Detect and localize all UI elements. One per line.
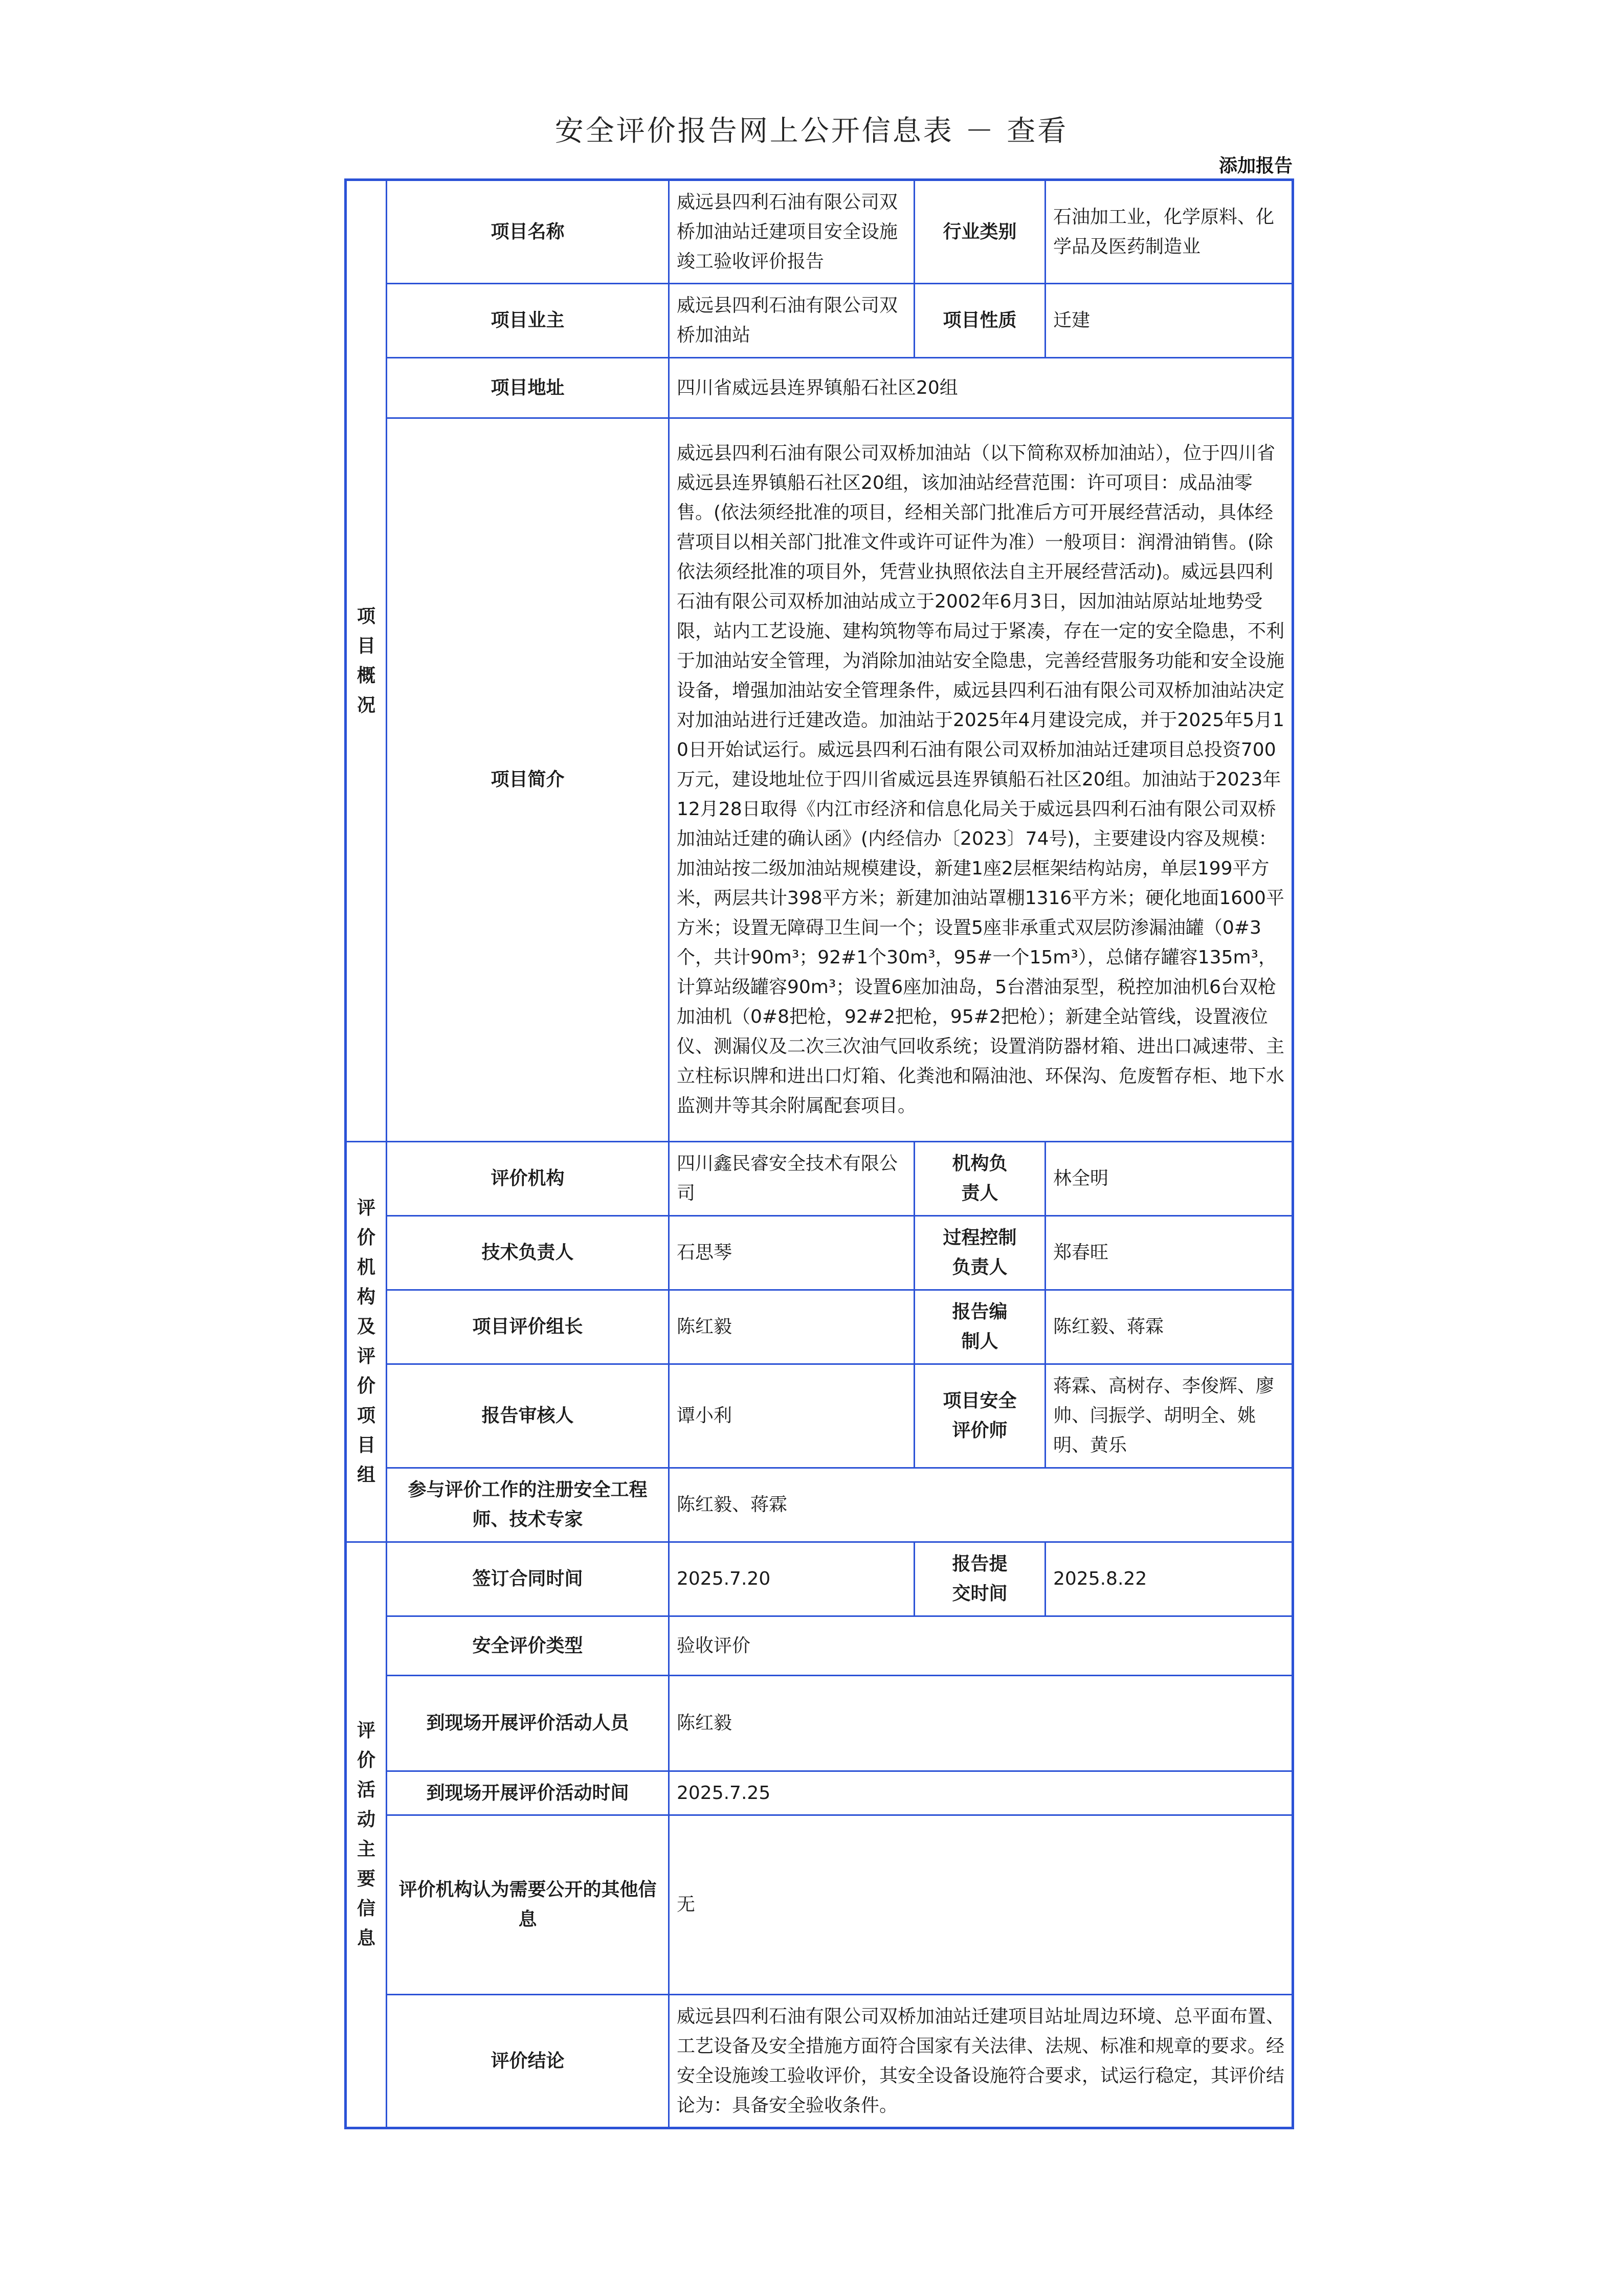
table-row	[346, 1468, 1293, 1542]
other-info-label: 评价机构认为需要公开的其他信息	[387, 1815, 669, 1995]
add-report-link[interactable]: 添加报告	[1218, 155, 1293, 176]
contract-time-label: 签订合同时间	[387, 1542, 669, 1616]
table-row	[346, 1216, 1293, 1290]
section-overview-label: 项目概况	[357, 605, 375, 716]
industry-value: 石油加工业，化学原料、化学品及医药制造业	[1046, 180, 1293, 284]
table-row	[346, 1995, 1293, 2128]
tech-lead-label: 技术负责人	[387, 1216, 669, 1290]
safety-evaluator-label	[915, 1364, 1046, 1468]
submit-time-value: 2025.8.22	[1046, 1542, 1293, 1616]
report-author-label-text: 报告编制人	[952, 1301, 1008, 1352]
submit-time-label-text: 报告提交时间	[952, 1554, 1008, 1604]
process-lead-label-text: 过程控制负责人	[943, 1227, 1017, 1278]
eval-type-label: 安全评价类型	[387, 1616, 669, 1676]
conclusion-value: 威远县四利石油有限公司双桥加油站迁建项目站址周边环境、总平面布置、工艺设备及安全措施方面符合国家有关法律、法规、标准和规章的要求。经安全设施竣工验收评价，其安全设备设施符合要求，试运行稳定，其评价结论为：具备安全验收条件。	[669, 1995, 1293, 2128]
report-author-label	[915, 1290, 1046, 1364]
section-activity	[346, 1542, 387, 2128]
table-row	[346, 1771, 1293, 1815]
tech-lead-value: 石思琴	[669, 1216, 915, 1290]
onsite-people-label: 到现场开展评价活动人员	[387, 1676, 669, 1771]
owner-label: 项目业主	[387, 284, 669, 358]
table-row	[346, 1542, 1293, 1616]
group-lead-value: 陈红毅	[669, 1290, 915, 1364]
table-row	[346, 1290, 1293, 1364]
industry-label: 行业类别	[915, 180, 1046, 284]
agency-head-value: 林全明	[1046, 1142, 1293, 1216]
table-row	[346, 1676, 1293, 1771]
onsite-time-label: 到现场开展评价活动时间	[387, 1771, 669, 1815]
other-info-value: 无	[669, 1815, 1293, 1995]
contract-time-value: 2025.7.20	[669, 1542, 915, 1616]
intro-label: 项目简介	[387, 418, 669, 1142]
table-row	[346, 1142, 1293, 1216]
process-lead-value: 郑春旺	[1046, 1216, 1293, 1290]
table-row	[346, 1616, 1293, 1676]
safety-evaluator-label-text: 项目安全评价师	[943, 1390, 1017, 1441]
page-title: 安全评价报告网上公开信息表 － 查看	[554, 115, 1069, 148]
info-table	[344, 178, 1294, 2129]
group-lead-label: 项目评价组长	[387, 1290, 669, 1364]
table-row	[346, 358, 1293, 418]
table-row	[346, 284, 1293, 358]
agency-head-label	[915, 1142, 1046, 1216]
table-row	[346, 1815, 1293, 1995]
onsite-time-value: 2025.7.25	[669, 1771, 1293, 1815]
conclusion-label: 评价结论	[387, 1995, 669, 2128]
onsite-people-value: 陈红毅	[669, 1676, 1293, 1771]
agency-label: 评价机构	[387, 1142, 669, 1216]
address-label: 项目地址	[387, 358, 669, 418]
nature-value: 迁建	[1046, 284, 1293, 358]
agency-head-label-text: 机构负责人	[952, 1153, 1008, 1204]
project-name-label: 项目名称	[387, 180, 669, 284]
safety-evaluator-value: 蒋霖、高树存、李俊辉、廖帅、闫振学、胡明全、姚明、黄乐	[1046, 1364, 1293, 1468]
nature-label: 项目性质	[915, 284, 1046, 358]
table-row	[346, 180, 1293, 284]
section-overview	[346, 180, 387, 1142]
eval-type-value: 验收评价	[669, 1616, 1293, 1676]
table-row	[346, 418, 1293, 1142]
engineers-label: 参与评价工作的注册安全工程师、技术专家	[387, 1468, 669, 1542]
address-value: 四川省威远县连界镇船石社区20组	[669, 358, 1293, 418]
project-name-value: 威远县四利石油有限公司双桥加油站迁建项目安全设施竣工验收评价报告	[669, 180, 915, 284]
section-activity-label: 评价活动主要信息	[357, 1720, 375, 1949]
agency-value: 四川鑫民睿安全技术有限公司	[669, 1142, 915, 1216]
table-row	[346, 1364, 1293, 1468]
report-author-value: 陈红毅、蒋霖	[1046, 1290, 1293, 1364]
owner-value: 威远县四利石油有限公司双桥加油站	[669, 284, 915, 358]
submit-time-label	[915, 1542, 1046, 1616]
reviewer-label: 报告审核人	[387, 1364, 669, 1468]
section-org-team	[346, 1142, 387, 1542]
reviewer-value: 谭小利	[669, 1364, 915, 1468]
engineers-value: 陈红毅、蒋霖	[669, 1468, 1293, 1542]
intro-value: 威远县四利石油有限公司双桥加油站（以下简称双桥加油站），位于四川省威远县连界镇船石社区20组，该加油站经营范围：许可项目：成品油零售。(依法须经批准的项目，经相关部门批准后方可开展经营活动，具体经营项目以相关部门批准文件或许可证件为准）一般项目：润滑油销售。(除依法须经批准的项目外，凭营业执照依法自主开展经营活动)。威远县四利石油有限公司双桥加油站成立于2002年6月3日，因加油站原站址地势受限，站内工艺设施、建构筑物等布局过于紧凑，存在一定的安全隐患，不利于加油站安全管理，为消除加油站安全隐患，完善经营服务功能和安全设施设备，增强加油站安全管理条件，威远县四利石油有限公司双桥加油站决定对加油站进行迁建改造。加油站于2025年4月建设完成，并于2025年5月10日开始试运行。威远县四利石油有限公司双桥加油站迁建项目总投资700万元，建设地址位于四川省威远县连界镇船石社区20组。加油站于2023年12月28日取得《内江市经济和信息化局关于威远县四利石油有限公司双桥加油站迁建的确认函》(内经信办〔2023〕74号)，主要建设内容及规模：加油站按二级加油站规模建设，新建1座2层框架结构站房，单层199平方米，两层共计398平方米；新建加油站罩棚1316平方米；硬化地面1600平方米；设置无障碍卫生间一个；设置5座非承重式双层防渗漏油罐（0#3个，共计90m³；92#1个30m³，95#一个15m³），总储存罐容135m³，计算站级罐容90m³；设置6座加油岛，5台潜油泵型，税控加油机6台双枪加油机（0#8把枪，92#2把枪，95#2把枪）；新建全站管线，设置液位仪、测漏仪及二次三次油气回收系统；设置消防器材箱、进出口减速带、主立柱标识牌和进出口灯箱、化粪池和隔油池、环保沟、危废暂存柜、地下水监测井等其余附属配套项目。	[669, 418, 1293, 1142]
process-lead-label	[915, 1216, 1046, 1290]
section-org-team-label: 评价机构及评价项目组	[357, 1198, 375, 1485]
